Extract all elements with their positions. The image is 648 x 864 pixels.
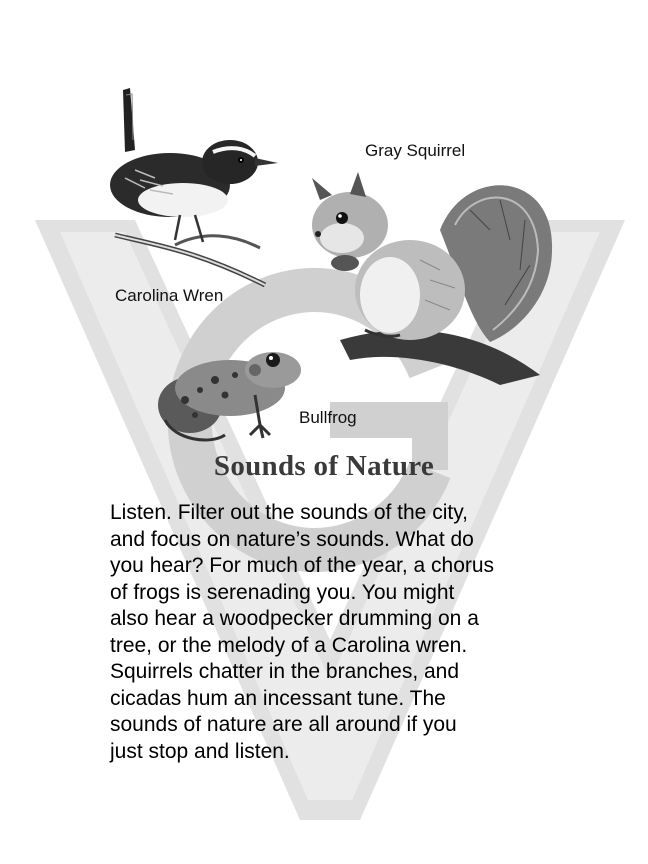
carolina-wren-illustration xyxy=(95,80,295,290)
gray-squirrel-illustration xyxy=(290,170,560,390)
caption-bullfrog: Bullfrog xyxy=(299,408,357,427)
page-title: Sounds of Nature xyxy=(213,450,435,482)
body-paragraph: Listen. Filter out the sounds of the city, and focus on nature’s sounds. What do you hear? For much of the year, a chorus of frogs is serenading you. You might also hear a woodpecker drumming on a tree, or the melody of a Carolina wren. Squirrels chatter in the branches, and cicadas hum an incessant tune. The sounds of nature are all around if you just stop and listen. xyxy=(110,501,495,763)
caption-gray-squirrel: Gray Squirrel xyxy=(365,141,466,160)
bullfrog-illustration xyxy=(155,340,305,450)
caption-carolina-wren: Carolina Wren xyxy=(115,286,224,305)
